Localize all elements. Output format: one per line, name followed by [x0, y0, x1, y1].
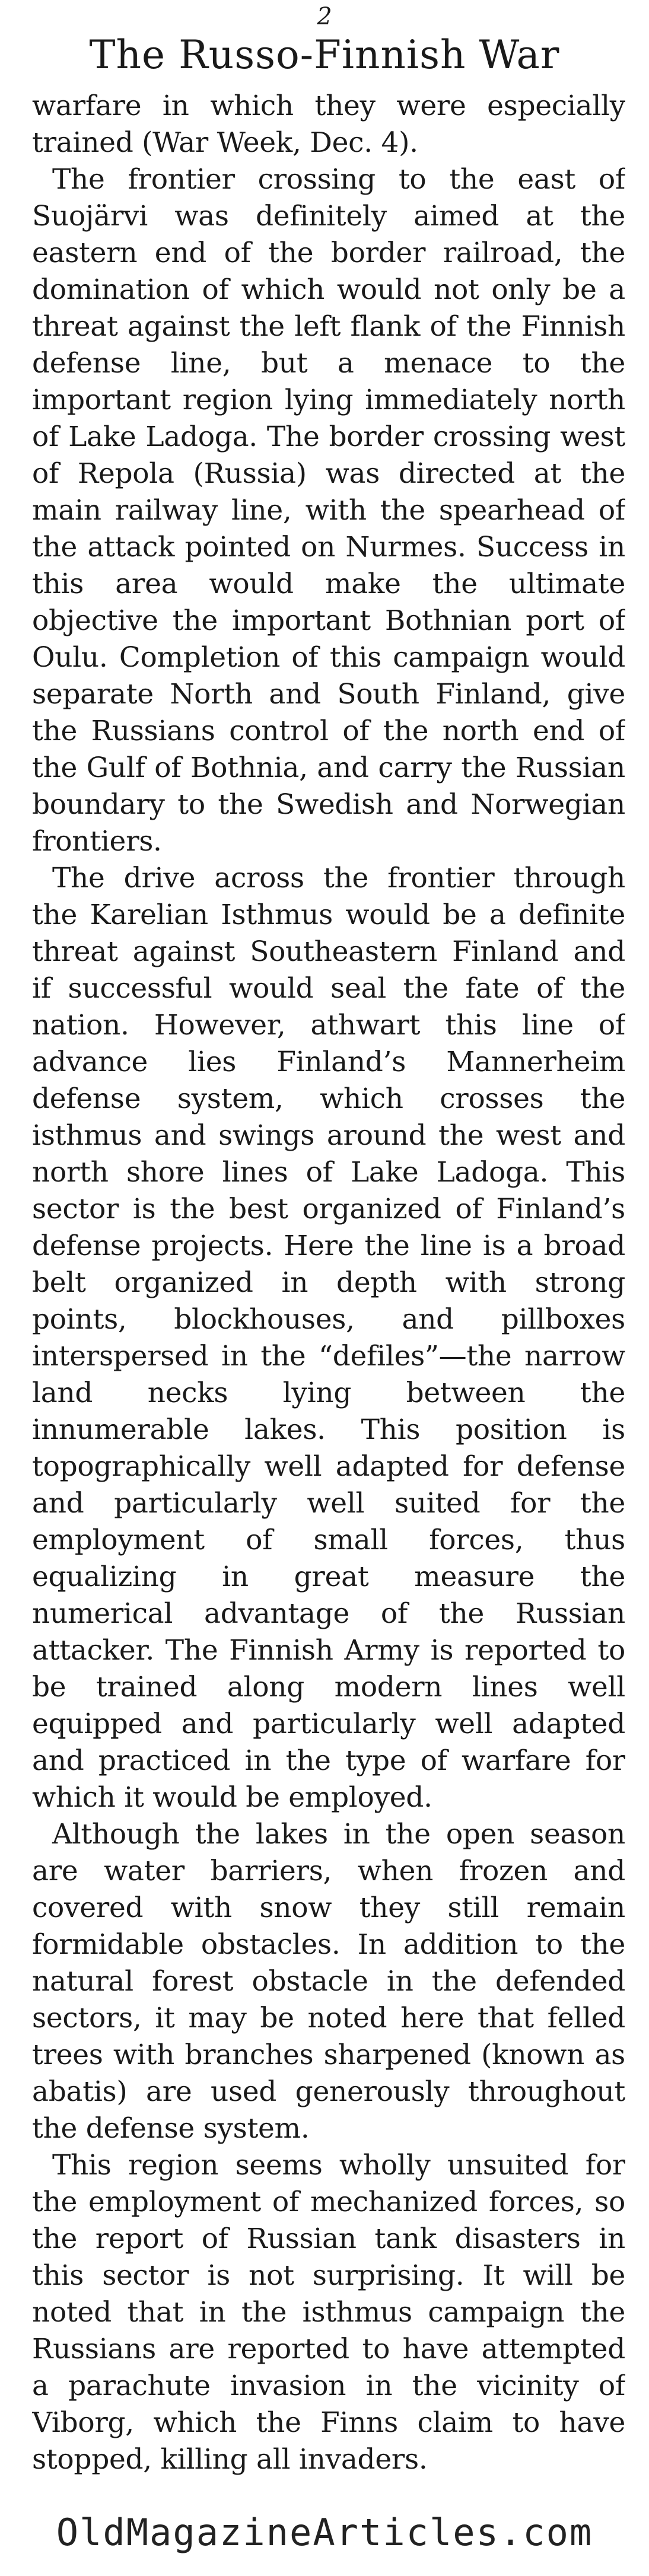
- article-paragraph: The drive across the frontier through the Karelian Isthmus would be a definite threat against Southeastern Finland and if successful would seal the fate of the nation. However, athwart this line of advance lies Finland’s Mannerheim defense system, which crosses the isthmus and swings around the west and north shore lines of Lake Ladoga. This sector is the best organized of Finland’s defense projects. Here the line is a broad belt organized in depth with strong points, blockhouses, and pillboxes interspersed in the “defiles”—the narrow land necks lying between the innumerable lakes. This position is topographically well adapted for defense and particularly well suited for the employment of small forces, thus equalizing in great measure the numerical advantage of the Russian attacker. The Finnish Army is reported to be trained along modern lines well equipped and particularly well adapted and practiced in the type of warfare for which it would be employed.: [32, 862, 625, 1814]
- source-footer: OldMagazineArticles.com: [56, 2511, 593, 2554]
- article-paragraph: warfare in which they were especially trained (War Week, Dec. 4).: [32, 90, 625, 159]
- article-paragraph: The frontier crossing to the east of Suojärvi was definitely aimed at the eastern end of the border railroad, the domination of which would not only be a threat against the left flank of the Finnish defense line, but a menace to the important region lying immediately north of Lake Ladoga. The border crossing west of Repola (Russia) was directed at the main railway line, with the spearhead of the attack pointed on Nurmes. Success in this area would make the ultimate objective the important Bothnian port of Oulu. Completion of this campaign would separate North and South Finland, give the Russians control of the north end of the Gulf of Bothnia, and carry the Russian boundary to the Swedish and Norwegian frontiers.: [32, 163, 625, 858]
- article-body: [32, 88, 625, 2484]
- article-paragraph: Although the lakes in the open season are water barriers, when frozen and covered with snow they still remain formidable obstacles. In addition to the natural forest obstacle in the defended sectors, it may be noted here that felled trees with branches sharpened (known as abatis) are used generously throughout the defense system.: [32, 1818, 625, 2145]
- page-title: The Russo-Finnish War: [89, 32, 560, 78]
- article-paragraph: This region seems wholly unsuited for the employment of mechanized forces, so the report of Russian tank disasters in this sector is not surprising. It will be noted that in the isthmus campaign the Russians are reported to have attempted a parachute invasion in the vicinity of Viborg, which the Finns claim to have stopped, killing all invaders.: [32, 2149, 625, 2476]
- page-number: 2: [317, 3, 332, 30]
